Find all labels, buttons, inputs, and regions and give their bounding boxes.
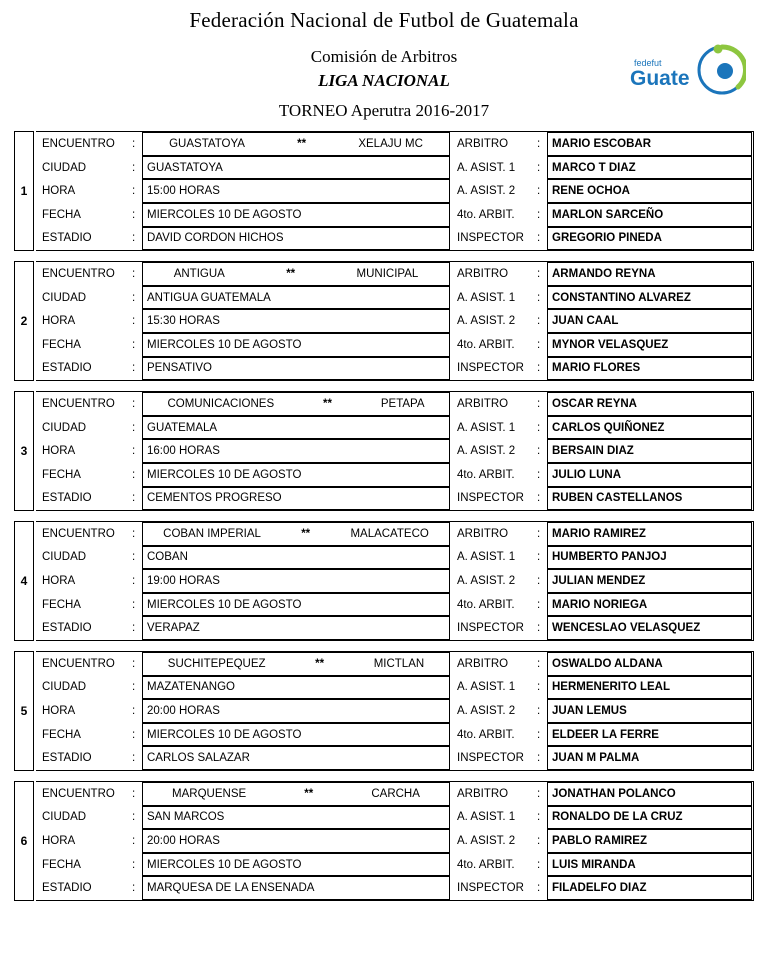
label-asist1: A. ASIST. 1 (457, 161, 516, 174)
league-subtitle: LIGA NACIONAL (318, 71, 450, 91)
colon: : (537, 137, 541, 150)
away-team: MICTLAN (373, 657, 425, 670)
versus-separator: ** (301, 527, 311, 540)
colon: : (537, 468, 541, 481)
match-number: 1 (14, 131, 34, 251)
colon: : (537, 728, 541, 741)
row-encuentro (36, 522, 753, 546)
label-ciudad: CIUDAD (42, 551, 87, 564)
home-team: ANTIGUA (173, 267, 225, 280)
label-fecha: FECHA (42, 598, 81, 611)
colon: : (132, 575, 136, 588)
label-estadio: ESTADIO (42, 752, 92, 765)
value-cuarto-arbitro: MARIO NORIEGA (547, 593, 752, 617)
match-rows (36, 651, 754, 771)
colon: : (132, 728, 136, 741)
row-estadio (36, 357, 753, 381)
match-number: 3 (14, 391, 34, 511)
colon: : (132, 137, 136, 150)
label-hora: HORA (42, 575, 76, 588)
value-ciudad: MAZATENANGO (142, 676, 450, 700)
match-block (14, 521, 754, 641)
value-ciudad: GUASTATOYA (142, 156, 450, 180)
value-fecha: MIERCOLES 10 DE AGOSTO (142, 593, 450, 617)
match-block (14, 261, 754, 381)
colon: : (537, 161, 541, 174)
label-encuentro: ENCUENTRO (42, 137, 115, 150)
colon: : (537, 681, 541, 694)
label-encuentro: ENCUENTRO (42, 397, 115, 410)
value-arbitro: ARMANDO REYNA (547, 262, 752, 286)
label-asist1: A. ASIST. 1 (457, 421, 516, 434)
label-estadio: ESTADIO (42, 492, 92, 505)
match-block (14, 391, 754, 511)
colon: : (537, 705, 541, 718)
row-encuentro (36, 392, 753, 416)
label-fecha: FECHA (42, 338, 81, 351)
value-ciudad: COBAN (142, 546, 450, 570)
value-asist2: JUAN LEMUS (547, 699, 752, 723)
colon: : (537, 421, 541, 434)
colon: : (537, 362, 541, 375)
label-inspector: INSPECTOR (457, 362, 524, 375)
row-fecha (36, 723, 753, 747)
colon: : (132, 161, 136, 174)
value-asist2: JULIAN MENDEZ (547, 569, 752, 593)
colon: : (132, 657, 136, 670)
label-inspector: INSPECTOR (457, 492, 524, 505)
value-fecha: MIERCOLES 10 DE AGOSTO (142, 333, 450, 357)
label-ciudad: CIUDAD (42, 291, 87, 304)
label-asist2: A. ASIST. 2 (457, 835, 516, 848)
value-ciudad: SAN MARCOS (142, 806, 450, 830)
match-number: 5 (14, 651, 34, 771)
colon: : (132, 445, 136, 458)
value-cuarto-arbitro: MYNOR VELASQUEZ (547, 333, 752, 357)
colon: : (132, 492, 136, 505)
colon: : (132, 705, 136, 718)
label-ciudad: CIUDAD (42, 681, 87, 694)
label-asist2: A. ASIST. 2 (457, 185, 516, 198)
value-inspector: MARIO FLORES (547, 357, 752, 381)
value-encuentro (142, 392, 450, 416)
label-encuentro: ENCUENTRO (42, 267, 115, 280)
value-encuentro (142, 522, 450, 546)
colon: : (537, 575, 541, 588)
colon: : (132, 421, 136, 434)
label-inspector: INSPECTOR (457, 622, 524, 635)
label-cuarto-arbitro: 4to. ARBIT. (457, 208, 515, 221)
versus-separator: ** (315, 657, 325, 670)
value-estadio: DAVID CORDON HICHOS (142, 227, 450, 251)
row-ciudad (36, 286, 753, 310)
value-hora: 15:00 HORAS (142, 179, 450, 203)
value-asist1: CONSTANTINO ALVAREZ (547, 286, 752, 310)
colon: : (132, 267, 136, 280)
match-list (14, 131, 754, 901)
label-cuarto-arbitro: 4to. ARBIT. (457, 598, 515, 611)
value-fecha: MIERCOLES 10 DE AGOSTO (142, 203, 450, 227)
label-arbitro: ARBITRO (457, 657, 509, 670)
fedefut-guate-logo (626, 40, 746, 96)
row-hora (36, 309, 753, 333)
label-hora: HORA (42, 185, 76, 198)
label-cuarto-arbitro: 4to. ARBIT. (457, 858, 515, 871)
label-fecha: FECHA (42, 468, 81, 481)
value-arbitro: JONATHAN POLANCO (547, 782, 752, 806)
label-asist2: A. ASIST. 2 (457, 575, 516, 588)
colon: : (132, 291, 136, 304)
value-arbitro: OSCAR REYNA (547, 392, 752, 416)
match-rows (36, 781, 754, 901)
home-team: COMUNICACIONES (167, 397, 275, 410)
match-rows (36, 521, 754, 641)
label-inspector: INSPECTOR (457, 232, 524, 245)
value-hora: 20:00 HORAS (142, 829, 450, 853)
colon: : (537, 492, 541, 505)
away-team: MUNICIPAL (356, 267, 419, 280)
label-estadio: ESTADIO (42, 362, 92, 375)
value-asist1: HUMBERTO PANJOJ (547, 546, 752, 570)
colon: : (132, 835, 136, 848)
value-inspector: GREGORIO PINEDA (547, 227, 752, 251)
value-hora: 19:00 HORAS (142, 569, 450, 593)
row-ciudad (36, 416, 753, 440)
match-rows (36, 131, 754, 251)
label-asist1: A. ASIST. 1 (457, 681, 516, 694)
versus-separator: ** (323, 397, 332, 410)
value-asist1: RONALDO DE LA CRUZ (547, 806, 752, 830)
label-asist1: A. ASIST. 1 (457, 291, 516, 304)
svg-text:Guate: Guate (630, 67, 690, 90)
commission-subtitle: Comisión de Arbitros (310, 47, 458, 67)
colon: : (537, 657, 541, 670)
value-asist1: HERMENERITO LEAL (547, 676, 752, 700)
label-hora: HORA (42, 445, 76, 458)
colon: : (537, 232, 541, 245)
match-rows (36, 261, 754, 381)
value-fecha: MIERCOLES 10 DE AGOSTO (142, 463, 450, 487)
colon: : (537, 787, 541, 800)
row-hora (36, 179, 753, 203)
value-inspector: JUAN M PALMA (547, 746, 752, 770)
label-inspector: INSPECTOR (457, 752, 524, 765)
match-rows (36, 391, 754, 511)
colon: : (132, 787, 136, 800)
match-number: 6 (14, 781, 34, 901)
row-estadio (36, 746, 753, 770)
label-arbitro: ARBITRO (457, 397, 509, 410)
colon: : (537, 598, 541, 611)
label-cuarto-arbitro: 4to. ARBIT. (457, 728, 515, 741)
away-team: PETAPA (380, 397, 425, 410)
value-asist2: BERSAIN DIAZ (547, 439, 752, 463)
colon: : (537, 622, 541, 635)
value-estadio: CARLOS SALAZAR (142, 746, 450, 770)
value-hora: 20:00 HORAS (142, 699, 450, 723)
match-number: 2 (14, 261, 34, 381)
row-hora (36, 829, 753, 853)
row-hora (36, 439, 753, 463)
home-team: GUASTATOYA (169, 137, 245, 150)
label-arbitro: ARBITRO (457, 267, 509, 280)
value-estadio: CEMENTOS PROGRESO (142, 487, 450, 511)
value-ciudad: ANTIGUA GUATEMALA (142, 286, 450, 310)
label-estadio: ESTADIO (42, 232, 92, 245)
label-ciudad: CIUDAD (42, 421, 87, 434)
colon: : (537, 752, 541, 765)
value-inspector: FILADELFO DIAZ (547, 876, 752, 900)
row-ciudad (36, 156, 753, 180)
home-team: MARQUENSE (172, 787, 247, 800)
row-estadio (36, 616, 753, 640)
row-fecha (36, 853, 753, 877)
value-cuarto-arbitro: MARLON SARCEÑO (547, 203, 752, 227)
colon: : (537, 445, 541, 458)
value-encuentro (142, 132, 450, 156)
row-fecha (36, 593, 753, 617)
colon: : (132, 185, 136, 198)
value-hora: 16:00 HORAS (142, 439, 450, 463)
label-encuentro: ENCUENTRO (42, 527, 115, 540)
colon: : (132, 338, 136, 351)
row-fecha (36, 463, 753, 487)
label-encuentro: ENCUENTRO (42, 657, 115, 670)
colon: : (537, 208, 541, 221)
away-team: MALACATECO (350, 527, 429, 540)
home-team: SUCHITEPEQUEZ (167, 657, 266, 670)
label-estadio: ESTADIO (42, 622, 92, 635)
tournament-subtitle: TORNEO Aperutra 2016-2017 (278, 101, 490, 121)
row-fecha (36, 333, 753, 357)
colon: : (132, 315, 136, 328)
label-asist2: A. ASIST. 2 (457, 315, 516, 328)
colon: : (537, 811, 541, 824)
row-encuentro (36, 782, 753, 806)
away-team: XELAJU MC (358, 137, 423, 150)
value-fecha: MIERCOLES 10 DE AGOSTO (142, 723, 450, 747)
colon: : (537, 835, 541, 848)
label-asist1: A. ASIST. 1 (457, 551, 516, 564)
label-cuarto-arbitro: 4to. ARBIT. (457, 338, 515, 351)
label-ciudad: CIUDAD (42, 811, 87, 824)
colon: : (132, 622, 136, 635)
value-cuarto-arbitro: ELDEER LA FERRE (547, 723, 752, 747)
colon: : (537, 338, 541, 351)
value-asist2: JUAN CAAL (547, 309, 752, 333)
versus-separator: ** (297, 137, 307, 150)
colon: : (537, 858, 541, 871)
match-block (14, 651, 754, 771)
value-inspector: RUBEN CASTELLANOS (547, 487, 752, 511)
value-cuarto-arbitro: JULIO LUNA (547, 463, 752, 487)
colon: : (132, 232, 136, 245)
value-asist1: CARLOS QUIÑONEZ (547, 416, 752, 440)
versus-separator: ** (304, 787, 314, 800)
home-team: COBAN IMPERIAL (163, 527, 261, 540)
value-fecha: MIERCOLES 10 DE AGOSTO (142, 853, 450, 877)
label-asist2: A. ASIST. 2 (457, 705, 516, 718)
label-arbitro: ARBITRO (457, 787, 509, 800)
value-inspector: WENCESLAO VELASQUEZ (547, 616, 752, 640)
row-estadio (36, 876, 753, 900)
colon: : (537, 185, 541, 198)
value-estadio: MARQUESA DE LA ENSENADA (142, 876, 450, 900)
row-fecha (36, 203, 753, 227)
label-asist1: A. ASIST. 1 (457, 811, 516, 824)
colon: : (132, 551, 136, 564)
match-number: 4 (14, 521, 34, 641)
colon: : (132, 527, 136, 540)
colon: : (132, 598, 136, 611)
colon: : (537, 267, 541, 280)
label-cuarto-arbitro: 4to. ARBIT. (457, 468, 515, 481)
colon: : (537, 551, 541, 564)
label-arbitro: ARBITRO (457, 527, 509, 540)
value-encuentro (142, 782, 450, 806)
label-asist2: A. ASIST. 2 (457, 445, 516, 458)
value-hora: 15:30 HORAS (142, 309, 450, 333)
label-fecha: FECHA (42, 728, 81, 741)
label-fecha: FECHA (42, 208, 81, 221)
value-arbitro: MARIO ESCOBAR (547, 132, 752, 156)
colon: : (132, 397, 136, 410)
label-hora: HORA (42, 835, 76, 848)
value-ciudad: GUATEMALA (142, 416, 450, 440)
value-arbitro: MARIO RAMIREZ (547, 522, 752, 546)
value-arbitro: OSWALDO ALDANA (547, 652, 752, 676)
colon: : (537, 882, 541, 895)
label-encuentro: ENCUENTRO (42, 787, 115, 800)
label-arbitro: ARBITRO (457, 137, 509, 150)
colon: : (537, 527, 541, 540)
value-cuarto-arbitro: LUIS MIRANDA (547, 853, 752, 877)
value-asist2: PABLO RAMIREZ (547, 829, 752, 853)
value-estadio: VERAPAZ (142, 616, 450, 640)
label-estadio: ESTADIO (42, 882, 92, 895)
row-encuentro (36, 652, 753, 676)
colon: : (537, 315, 541, 328)
value-encuentro (142, 262, 450, 286)
colon: : (132, 681, 136, 694)
label-hora: HORA (42, 705, 76, 718)
label-inspector: INSPECTOR (457, 882, 524, 895)
label-ciudad: CIUDAD (42, 161, 87, 174)
value-asist2: RENE OCHOA (547, 179, 752, 203)
page-title: Federación Nacional de Futbol de Guatemala (189, 8, 579, 32)
colon: : (537, 291, 541, 304)
colon: : (132, 858, 136, 871)
row-encuentro (36, 132, 753, 156)
match-block (14, 781, 754, 901)
row-ciudad (36, 806, 753, 830)
label-hora: HORA (42, 315, 76, 328)
row-estadio (36, 487, 753, 511)
row-hora (36, 569, 753, 593)
row-estadio (36, 227, 753, 251)
colon: : (132, 752, 136, 765)
value-encuentro (142, 652, 450, 676)
value-asist1: MARCO T DIAZ (547, 156, 752, 180)
colon: : (132, 811, 136, 824)
row-ciudad (36, 676, 753, 700)
colon: : (537, 397, 541, 410)
row-hora (36, 699, 753, 723)
versus-separator: ** (286, 267, 296, 280)
colon: : (132, 468, 136, 481)
match-block (14, 131, 754, 251)
colon: : (132, 208, 136, 221)
row-encuentro (36, 262, 753, 286)
row-ciudad (36, 546, 753, 570)
label-fecha: FECHA (42, 858, 81, 871)
colon: : (132, 362, 136, 375)
value-estadio: PENSATIVO (142, 357, 450, 381)
away-team: CARCHA (371, 787, 420, 800)
svg-text:fedefut: fedefut (634, 58, 662, 68)
colon: : (132, 882, 136, 895)
